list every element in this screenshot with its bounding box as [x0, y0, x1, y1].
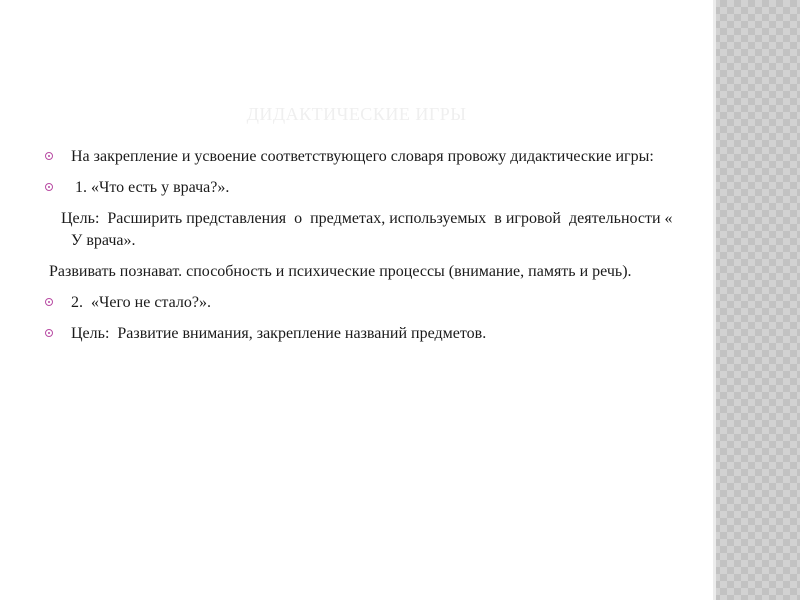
list-item-text: На закрепление и усвоение соответствующего словаря провожу дидактические игры:	[71, 148, 654, 165]
circle-bullet-icon	[45, 183, 53, 191]
list-item-text: 1. «Что есть у врача?».	[71, 179, 230, 196]
slide-content	[42, 146, 682, 354]
list-item	[42, 261, 682, 283]
list-item-text: 2. «Чего не стало?».	[71, 294, 211, 311]
circle-bullet-icon	[45, 329, 53, 337]
list-item-text: Цель: Расширить представления о предметах, используемых в игровой деятельности « У врача».	[53, 210, 677, 249]
list-item	[42, 208, 682, 252]
list-item	[42, 323, 682, 345]
list-item	[42, 292, 682, 314]
list-item	[42, 177, 682, 199]
decorative-side-pattern	[713, 0, 800, 600]
list-item-text: Цель: Развитие внимания, закрепление названий предметов.	[71, 325, 487, 342]
slide-title: ДИДАКТИЧЕСКИЕ ИГРЫ	[246, 104, 467, 124]
list-item	[42, 146, 682, 168]
circle-bullet-icon	[45, 298, 53, 306]
list-item-text: Развивать познават. способность и психические процессы (внимание, память и речь).	[49, 263, 632, 280]
circle-bullet-icon	[45, 152, 53, 160]
